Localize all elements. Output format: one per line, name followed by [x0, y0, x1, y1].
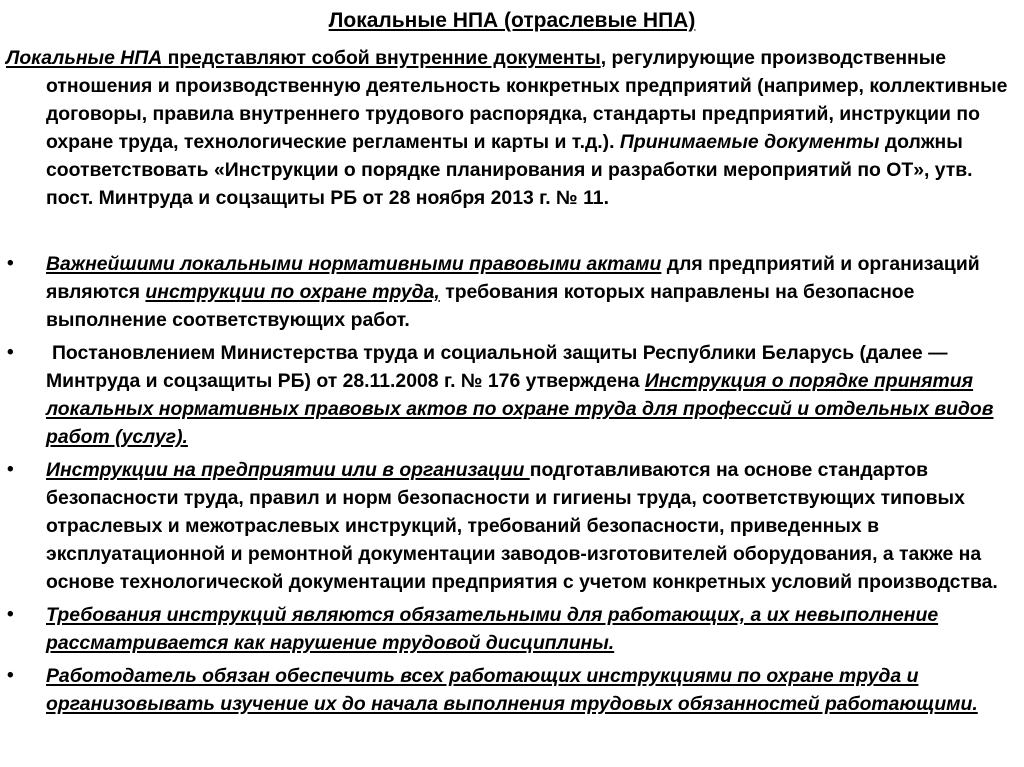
- bullet-icon: •: [7, 253, 14, 274]
- bullet-item-1: [0, 250, 1024, 334]
- intro-definition-lead: представляют собой внутренние документы: [162, 47, 601, 69]
- bullet-2-emphasis: Инструкция о порядке принятия локальных нормативных правовых актов по охране труда для профессий и отдельных видов работ (услуг).: [46, 370, 994, 448]
- intro-term: Локальные НПА: [6, 47, 163, 69]
- bullet-icon: •: [7, 459, 14, 480]
- bullet-item-3: [0, 456, 1024, 596]
- intro-paragraph: [6, 44, 1016, 212]
- bullet-icon: •: [7, 342, 14, 363]
- bullet-1-emphasis: Важнейшими локальными нормативными правовыми актами: [46, 253, 662, 275]
- bullet-1-emphasis-2: инструкции по охране труда,: [145, 281, 440, 303]
- bullet-icon: •: [7, 604, 14, 625]
- bullet-item-4: [0, 601, 1024, 657]
- bullet-1-text: для предприятий и организаций являются: [46, 253, 980, 303]
- bullet-5-emphasis: Работодатель обязан обеспечить всех работающих инструкциями по охране труда и организовывать изучение их до начала выполнения трудовых обязанностей работающими.: [46, 665, 978, 715]
- bullet-3-text: подготавливаются на основе стандартов безопасности труда, правил и норм безопасности и гигиены труда, соответствующих типовых отраслевых и межотраслевых инструкций, требований безопасности, приведенных в эксплуатационной и ремонтной документации заводов-изготовителей оборудования, а также на основе технологической документации предприятия с учетом конкретных условий производства.: [46, 459, 998, 593]
- bullet-item-2: [0, 339, 1024, 451]
- bullet-2-text: Постановлением Министерства труда и социальной защиты Республики Беларусь (далее — Минтруда и соцзащиты РБ) от 28.11.2008 г. № 176 утверждена: [46, 342, 948, 392]
- intro-text-2: должны соответствовать «Инструкции о порядке планирования и разработки мероприятий по ОТ», утв. пост. Минтруда и соцзащиты РБ от 28 ноября 2013 г. № 11.: [46, 131, 973, 209]
- bullet-icon: •: [7, 665, 14, 686]
- bullet-1-text-2: требования которых направлены на безопасное выполнение соответствующих работ.: [46, 281, 915, 331]
- bullet-item-5: [0, 662, 1024, 718]
- bullet-list: [0, 250, 1024, 723]
- slide-title: Локальные НПА (отраслевые НПА): [328, 9, 696, 32]
- bullet-3-emphasis: Инструкции на предприятии или в организации: [46, 459, 530, 481]
- intro-emphasis: Принимаемые документы: [619, 131, 880, 153]
- intro-text-1: , регулирующие производственные отношения и производственную деятельность конкретных предприятий (например, коллективные договоры, правила внутреннего трудового распорядка, стандарты предприятий, инструкции по охране труда, технологические регламенты и карты и т.д.).: [46, 47, 1008, 153]
- bullet-4-emphasis: Требования инструкций являются обязательными для работающих, а их невыполнение рассматривается как нарушение трудовой дисциплины.: [46, 604, 939, 654]
